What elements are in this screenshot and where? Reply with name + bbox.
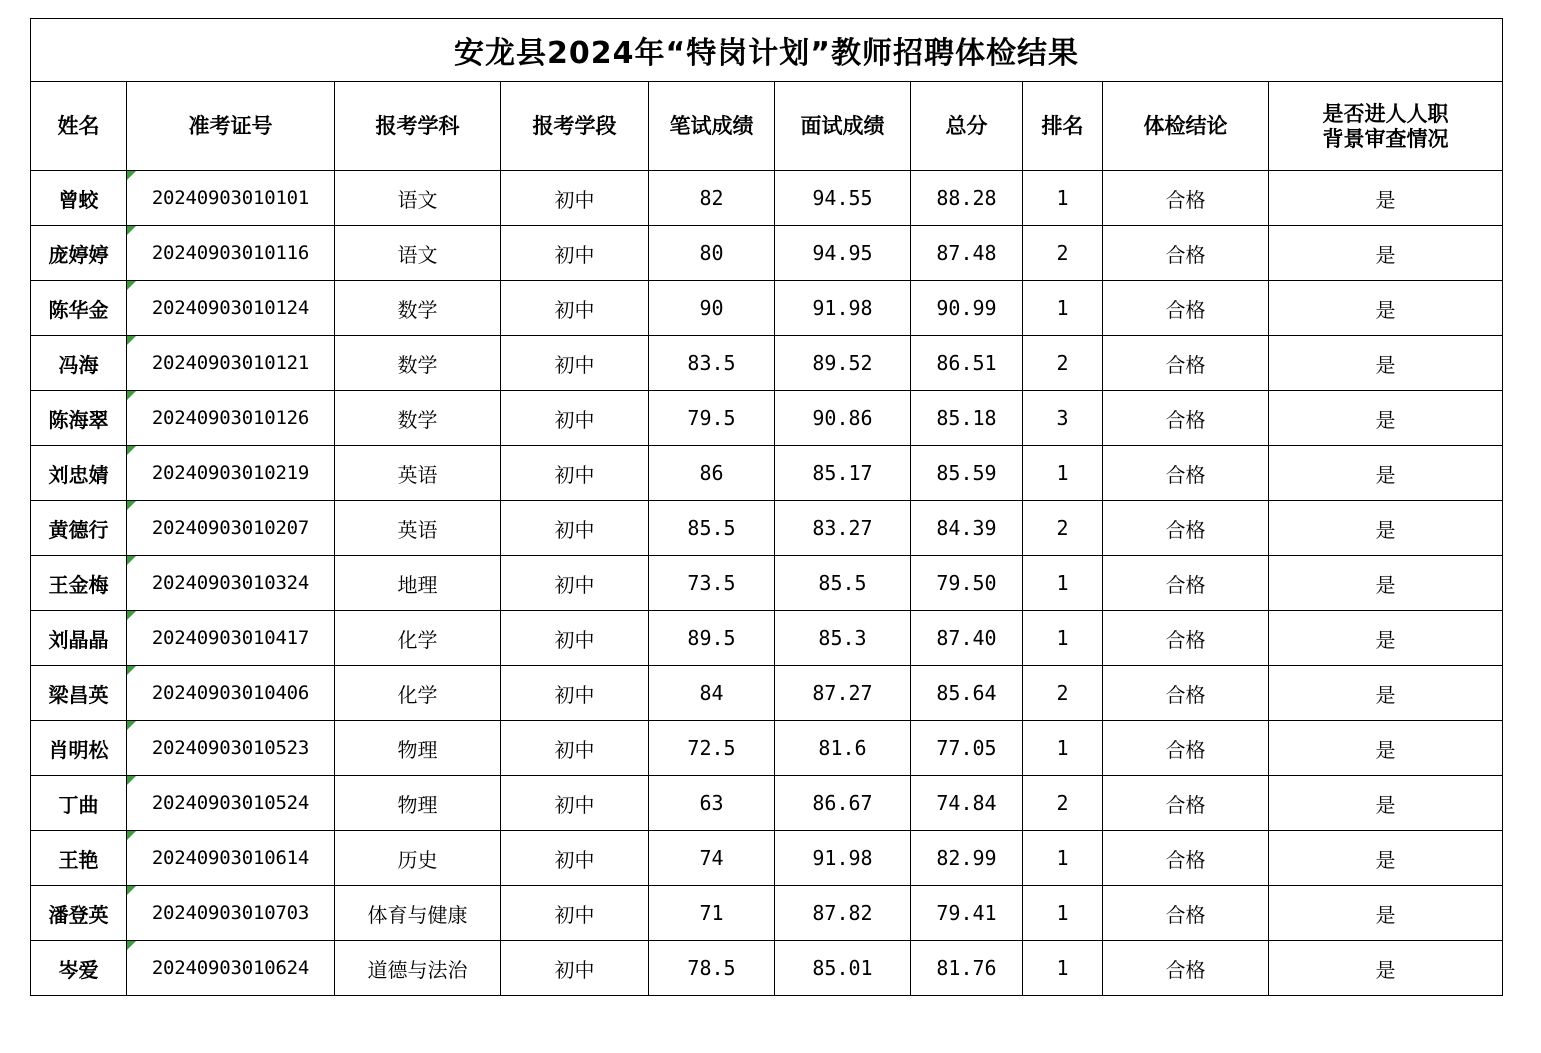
cell-written-score: 74	[649, 831, 775, 886]
column-header-medical-result: 体检结论	[1103, 82, 1269, 171]
cell-background-check: 是	[1269, 831, 1503, 886]
table-row	[31, 336, 1503, 391]
cell-admission-id: 20240903010101	[127, 171, 335, 226]
cell-written-score: 83.5	[649, 336, 775, 391]
cell-medical-result: 合格	[1103, 336, 1269, 391]
column-header-background-check	[1269, 82, 1503, 171]
cell-rank: 1	[1023, 171, 1103, 226]
cell-name: 冯海	[31, 336, 127, 391]
cell-rank: 2	[1023, 336, 1103, 391]
cell-admission-id: 20240903010624	[127, 941, 335, 996]
cell-medical-result: 合格	[1103, 556, 1269, 611]
cell-name: 岑爱	[31, 941, 127, 996]
comment-marker-icon	[127, 336, 136, 345]
cell-stage: 初中	[501, 501, 649, 556]
cell-medical-result: 合格	[1103, 666, 1269, 721]
cell-admission-id: 20240903010614	[127, 831, 335, 886]
cell-medical-result: 合格	[1103, 281, 1269, 336]
comment-marker-icon	[127, 391, 136, 400]
cell-subject: 语文	[335, 171, 501, 226]
column-header-stage: 报考学段	[501, 82, 649, 171]
comment-marker-icon	[127, 281, 136, 290]
cell-name: 庞婷婷	[31, 226, 127, 281]
comment-marker-icon	[127, 941, 136, 950]
cell-background-check: 是	[1269, 941, 1503, 996]
cell-stage: 初中	[501, 721, 649, 776]
cell-interview-score: 90.86	[775, 391, 911, 446]
table-row	[31, 886, 1503, 941]
cell-rank: 2	[1023, 776, 1103, 831]
table-body	[31, 171, 1503, 996]
cell-total-score: 84.39	[911, 501, 1023, 556]
cell-stage: 初中	[501, 831, 649, 886]
cell-name: 梁昌英	[31, 666, 127, 721]
comment-marker-icon	[127, 171, 136, 180]
cell-subject: 数学	[335, 391, 501, 446]
table-row	[31, 171, 1503, 226]
comment-marker-icon	[127, 776, 136, 785]
cell-written-score: 90	[649, 281, 775, 336]
cell-subject: 物理	[335, 721, 501, 776]
cell-interview-score: 91.98	[775, 281, 911, 336]
cell-rank: 2	[1023, 226, 1103, 281]
cell-stage: 初中	[501, 666, 649, 721]
cell-name: 丁曲	[31, 776, 127, 831]
cell-interview-score: 87.82	[775, 886, 911, 941]
cell-rank: 1	[1023, 721, 1103, 776]
table-row	[31, 556, 1503, 611]
cell-total-score: 86.51	[911, 336, 1023, 391]
cell-background-check: 是	[1269, 556, 1503, 611]
cell-rank: 1	[1023, 941, 1103, 996]
cell-stage: 初中	[501, 611, 649, 666]
cell-subject: 化学	[335, 611, 501, 666]
cell-total-score: 87.48	[911, 226, 1023, 281]
cell-written-score: 71	[649, 886, 775, 941]
cell-admission-id: 20240903010324	[127, 556, 335, 611]
cell-stage: 初中	[501, 446, 649, 501]
cell-total-score: 85.18	[911, 391, 1023, 446]
cell-admission-id: 20240903010524	[127, 776, 335, 831]
cell-name: 王金梅	[31, 556, 127, 611]
table-row	[31, 941, 1503, 996]
cell-stage: 初中	[501, 886, 649, 941]
cell-background-check: 是	[1269, 886, 1503, 941]
cell-stage: 初中	[501, 776, 649, 831]
cell-admission-id: 20240903010126	[127, 391, 335, 446]
cell-total-score: 85.64	[911, 666, 1023, 721]
cell-background-check: 是	[1269, 446, 1503, 501]
cell-medical-result: 合格	[1103, 776, 1269, 831]
cell-interview-score: 85.01	[775, 941, 911, 996]
cell-total-score: 79.41	[911, 886, 1023, 941]
column-header-interview-score: 面试成绩	[775, 82, 911, 171]
cell-subject: 英语	[335, 501, 501, 556]
table-row	[31, 226, 1503, 281]
cell-background-check: 是	[1269, 501, 1503, 556]
cell-medical-result: 合格	[1103, 831, 1269, 886]
cell-interview-score: 81.6	[775, 721, 911, 776]
cell-admission-id: 20240903010116	[127, 226, 335, 281]
cell-rank: 1	[1023, 446, 1103, 501]
table-row	[31, 666, 1503, 721]
cell-written-score: 79.5	[649, 391, 775, 446]
cell-name: 曾蛟	[31, 171, 127, 226]
cell-written-score: 85.5	[649, 501, 775, 556]
cell-subject: 语文	[335, 226, 501, 281]
table-row	[31, 281, 1503, 336]
cell-name: 陈海翠	[31, 391, 127, 446]
cell-total-score: 85.59	[911, 446, 1023, 501]
table-row	[31, 721, 1503, 776]
column-header-subject: 报考学科	[335, 82, 501, 171]
cell-background-check: 是	[1269, 226, 1503, 281]
cell-written-score: 89.5	[649, 611, 775, 666]
column-header-name: 姓名	[31, 82, 127, 171]
table-row	[31, 391, 1503, 446]
cell-total-score: 88.28	[911, 171, 1023, 226]
column-header-written-score: 笔试成绩	[649, 82, 775, 171]
cell-subject: 化学	[335, 666, 501, 721]
cell-interview-score: 85.5	[775, 556, 911, 611]
comment-marker-icon	[127, 556, 136, 565]
cell-name: 刘晶晶	[31, 611, 127, 666]
cell-background-check: 是	[1269, 171, 1503, 226]
cell-written-score: 86	[649, 446, 775, 501]
comment-marker-icon	[127, 226, 136, 235]
cell-rank: 2	[1023, 666, 1103, 721]
table-header-row	[31, 82, 1503, 171]
comment-marker-icon	[127, 886, 136, 895]
cell-rank: 1	[1023, 281, 1103, 336]
cell-stage: 初中	[501, 281, 649, 336]
cell-background-check: 是	[1269, 721, 1503, 776]
cell-subject: 数学	[335, 336, 501, 391]
cell-admission-id: 20240903010406	[127, 666, 335, 721]
cell-stage: 初中	[501, 171, 649, 226]
cell-total-score: 79.50	[911, 556, 1023, 611]
comment-marker-icon	[127, 721, 136, 730]
table-row	[31, 776, 1503, 831]
cell-interview-score: 91.98	[775, 831, 911, 886]
cell-medical-result: 合格	[1103, 611, 1269, 666]
cell-subject: 英语	[335, 446, 501, 501]
cell-background-check: 是	[1269, 666, 1503, 721]
cell-medical-result: 合格	[1103, 721, 1269, 776]
cell-interview-score: 94.55	[775, 171, 911, 226]
cell-total-score: 74.84	[911, 776, 1023, 831]
comment-marker-icon	[127, 831, 136, 840]
cell-rank: 2	[1023, 501, 1103, 556]
cell-interview-score: 83.27	[775, 501, 911, 556]
cell-background-check: 是	[1269, 776, 1503, 831]
cell-stage: 初中	[501, 556, 649, 611]
cell-interview-score: 85.3	[775, 611, 911, 666]
cell-total-score: 90.99	[911, 281, 1023, 336]
cell-stage: 初中	[501, 941, 649, 996]
cell-rank: 1	[1023, 886, 1103, 941]
cell-rank: 1	[1023, 831, 1103, 886]
cell-subject: 物理	[335, 776, 501, 831]
column-header-total-score: 总分	[911, 82, 1023, 171]
cell-admission-id: 20240903010124	[127, 281, 335, 336]
cell-name: 黄德行	[31, 501, 127, 556]
cell-name: 刘忠婧	[31, 446, 127, 501]
column-header-background-check-line1: 是否进人人职	[1322, 100, 1449, 126]
cell-medical-result: 合格	[1103, 226, 1269, 281]
cell-subject: 数学	[335, 281, 501, 336]
column-header-rank: 排名	[1023, 82, 1103, 171]
cell-subject: 体育与健康	[335, 886, 501, 941]
title-row	[31, 19, 1503, 82]
cell-admission-id: 20240903010121	[127, 336, 335, 391]
cell-written-score: 63	[649, 776, 775, 831]
cell-name: 王艳	[31, 831, 127, 886]
cell-subject: 地理	[335, 556, 501, 611]
cell-interview-score: 87.27	[775, 666, 911, 721]
column-header-background-check-line2: 背景审查情况	[1322, 126, 1449, 151]
cell-medical-result: 合格	[1103, 886, 1269, 941]
cell-admission-id: 20240903010219	[127, 446, 335, 501]
cell-total-score: 81.76	[911, 941, 1023, 996]
cell-admission-id: 20240903010417	[127, 611, 335, 666]
cell-stage: 初中	[501, 391, 649, 446]
table-row	[31, 831, 1503, 886]
column-header-admission-id: 准考证号	[127, 82, 335, 171]
table-row	[31, 446, 1503, 501]
cell-subject: 历史	[335, 831, 501, 886]
cell-interview-score: 89.52	[775, 336, 911, 391]
cell-name: 陈华金	[31, 281, 127, 336]
cell-total-score: 87.40	[911, 611, 1023, 666]
cell-admission-id: 20240903010207	[127, 501, 335, 556]
cell-interview-score: 94.95	[775, 226, 911, 281]
cell-written-score: 84	[649, 666, 775, 721]
comment-marker-icon	[127, 446, 136, 455]
cell-background-check: 是	[1269, 281, 1503, 336]
cell-written-score: 72.5	[649, 721, 775, 776]
cell-medical-result: 合格	[1103, 941, 1269, 996]
comment-marker-icon	[127, 501, 136, 510]
cell-written-score: 73.5	[649, 556, 775, 611]
cell-total-score: 82.99	[911, 831, 1023, 886]
cell-background-check: 是	[1269, 336, 1503, 391]
cell-rank: 3	[1023, 391, 1103, 446]
cell-medical-result: 合格	[1103, 391, 1269, 446]
cell-name: 肖明松	[31, 721, 127, 776]
cell-rank: 1	[1023, 556, 1103, 611]
cell-written-score: 80	[649, 226, 775, 281]
cell-subject: 道德与法治	[335, 941, 501, 996]
page-title: 安龙县2024年“特岗计划”教师招聘体检结果	[31, 19, 1503, 82]
cell-medical-result: 合格	[1103, 501, 1269, 556]
cell-medical-result: 合格	[1103, 171, 1269, 226]
comment-marker-icon	[127, 666, 136, 675]
cell-written-score: 82	[649, 171, 775, 226]
cell-admission-id: 20240903010703	[127, 886, 335, 941]
cell-name: 潘登英	[31, 886, 127, 941]
cell-background-check: 是	[1269, 611, 1503, 666]
comment-marker-icon	[127, 611, 136, 620]
cell-interview-score: 85.17	[775, 446, 911, 501]
cell-interview-score: 86.67	[775, 776, 911, 831]
cell-stage: 初中	[501, 226, 649, 281]
table-row	[31, 501, 1503, 556]
cell-admission-id: 20240903010523	[127, 721, 335, 776]
cell-medical-result: 合格	[1103, 446, 1269, 501]
cell-written-score: 78.5	[649, 941, 775, 996]
cell-rank: 1	[1023, 611, 1103, 666]
cell-stage: 初中	[501, 336, 649, 391]
cell-background-check: 是	[1269, 391, 1503, 446]
table-row	[31, 611, 1503, 666]
results-table	[30, 18, 1503, 996]
cell-total-score: 77.05	[911, 721, 1023, 776]
